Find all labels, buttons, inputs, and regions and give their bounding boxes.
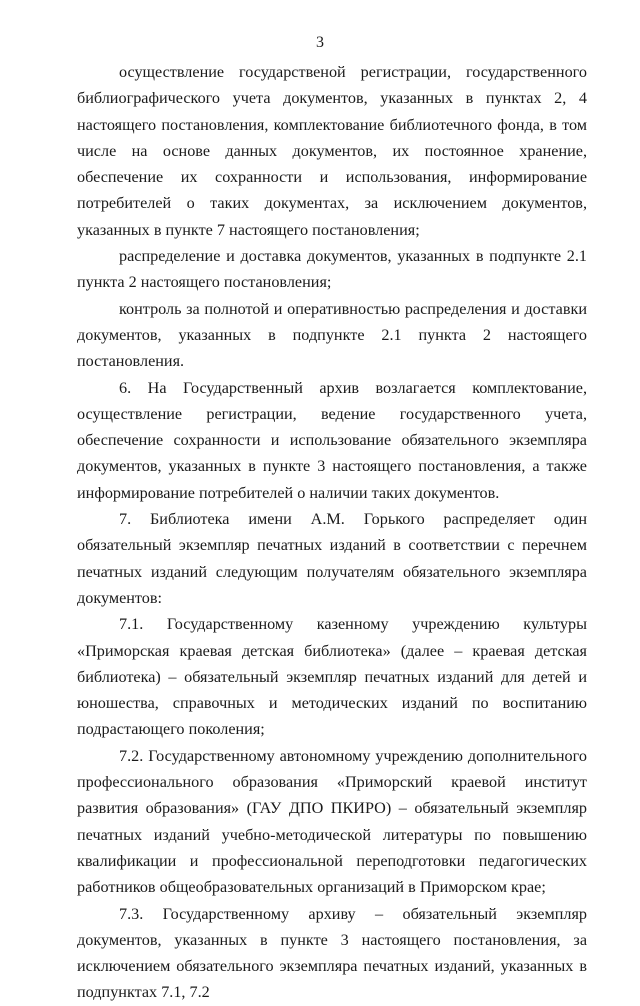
paragraph-registration-duties: осуществление государственой регистрации, государственного библиографического учета документов, указанных в пунктах 2, 4 настоящего постановления, комплектование библиотечного фонда, в том числе на основе данных документов, их постоянное хранение, обеспечение их сохранности и использования, информирование потребителей о таких документах, за исключением документов, указанных в пункте 7 настоящего постановления; (77, 63, 587, 239)
paragraph-item-7: 7. Библиотека имени А.М. Горького распределяет один обязательный экземпляр печатных изданий в соответствии с перечнем печатных изданий следующим получателям обязательного экземпляра документов: (77, 510, 587, 607)
paragraph-control: контроль за полнотой и оперативностью распределения и доставки документов, указанных в подпункте 2.1 пункта 2 настоящего постановления. (77, 299, 587, 371)
page-number: 3 (316, 34, 324, 51)
paragraph-item-7-3: 7.3. Государственному архиву – обязательный экземпляр документов, указанных в пункте 3 настоящего постановления, за исключением обязательного экземпляра печатных изданий, указанных в подпунктах 7.1, 7.2 (77, 904, 587, 1002)
paragraph-item-6: 6. На Государственный архив возлагается комплектование, осуществление регистрации, ведение государственного учета, обеспечение сохранности и использование обязательного экземпляра документов, указанных в пункте 3 настоящего постановления, а также информирование потребителей о наличии таких документов. (77, 378, 587, 502)
document-body (77, 59, 587, 1006)
paragraph-distribution-delivery: распределение и доставка документов, указанных в подпункте 2.1 пункта 2 настоящего постановления; (77, 247, 587, 292)
paragraph-item-7-2: 7.2. Государственному автономному учреждению дополнительного профессионального образования «Приморский краевой институт развития образования» (ГАУ ДПО ПКИРО) – обязательный экземпляр печатных изданий учебно-методической литературы по повышению квалификации и профессиональной переподготовки педагогических работников общеобразовательных организаций в Приморском крае; (77, 746, 587, 897)
paragraph-item-7-1: 7.1. Государственному казенному учреждению культуры «Приморская краевая детская библиотека» (далее – краевая детская библиотека) – обязательный экземпляр печатных изданий для детей и юношества, справочных и методических изданий по воспитанию подрастающего поколения; (77, 615, 587, 739)
